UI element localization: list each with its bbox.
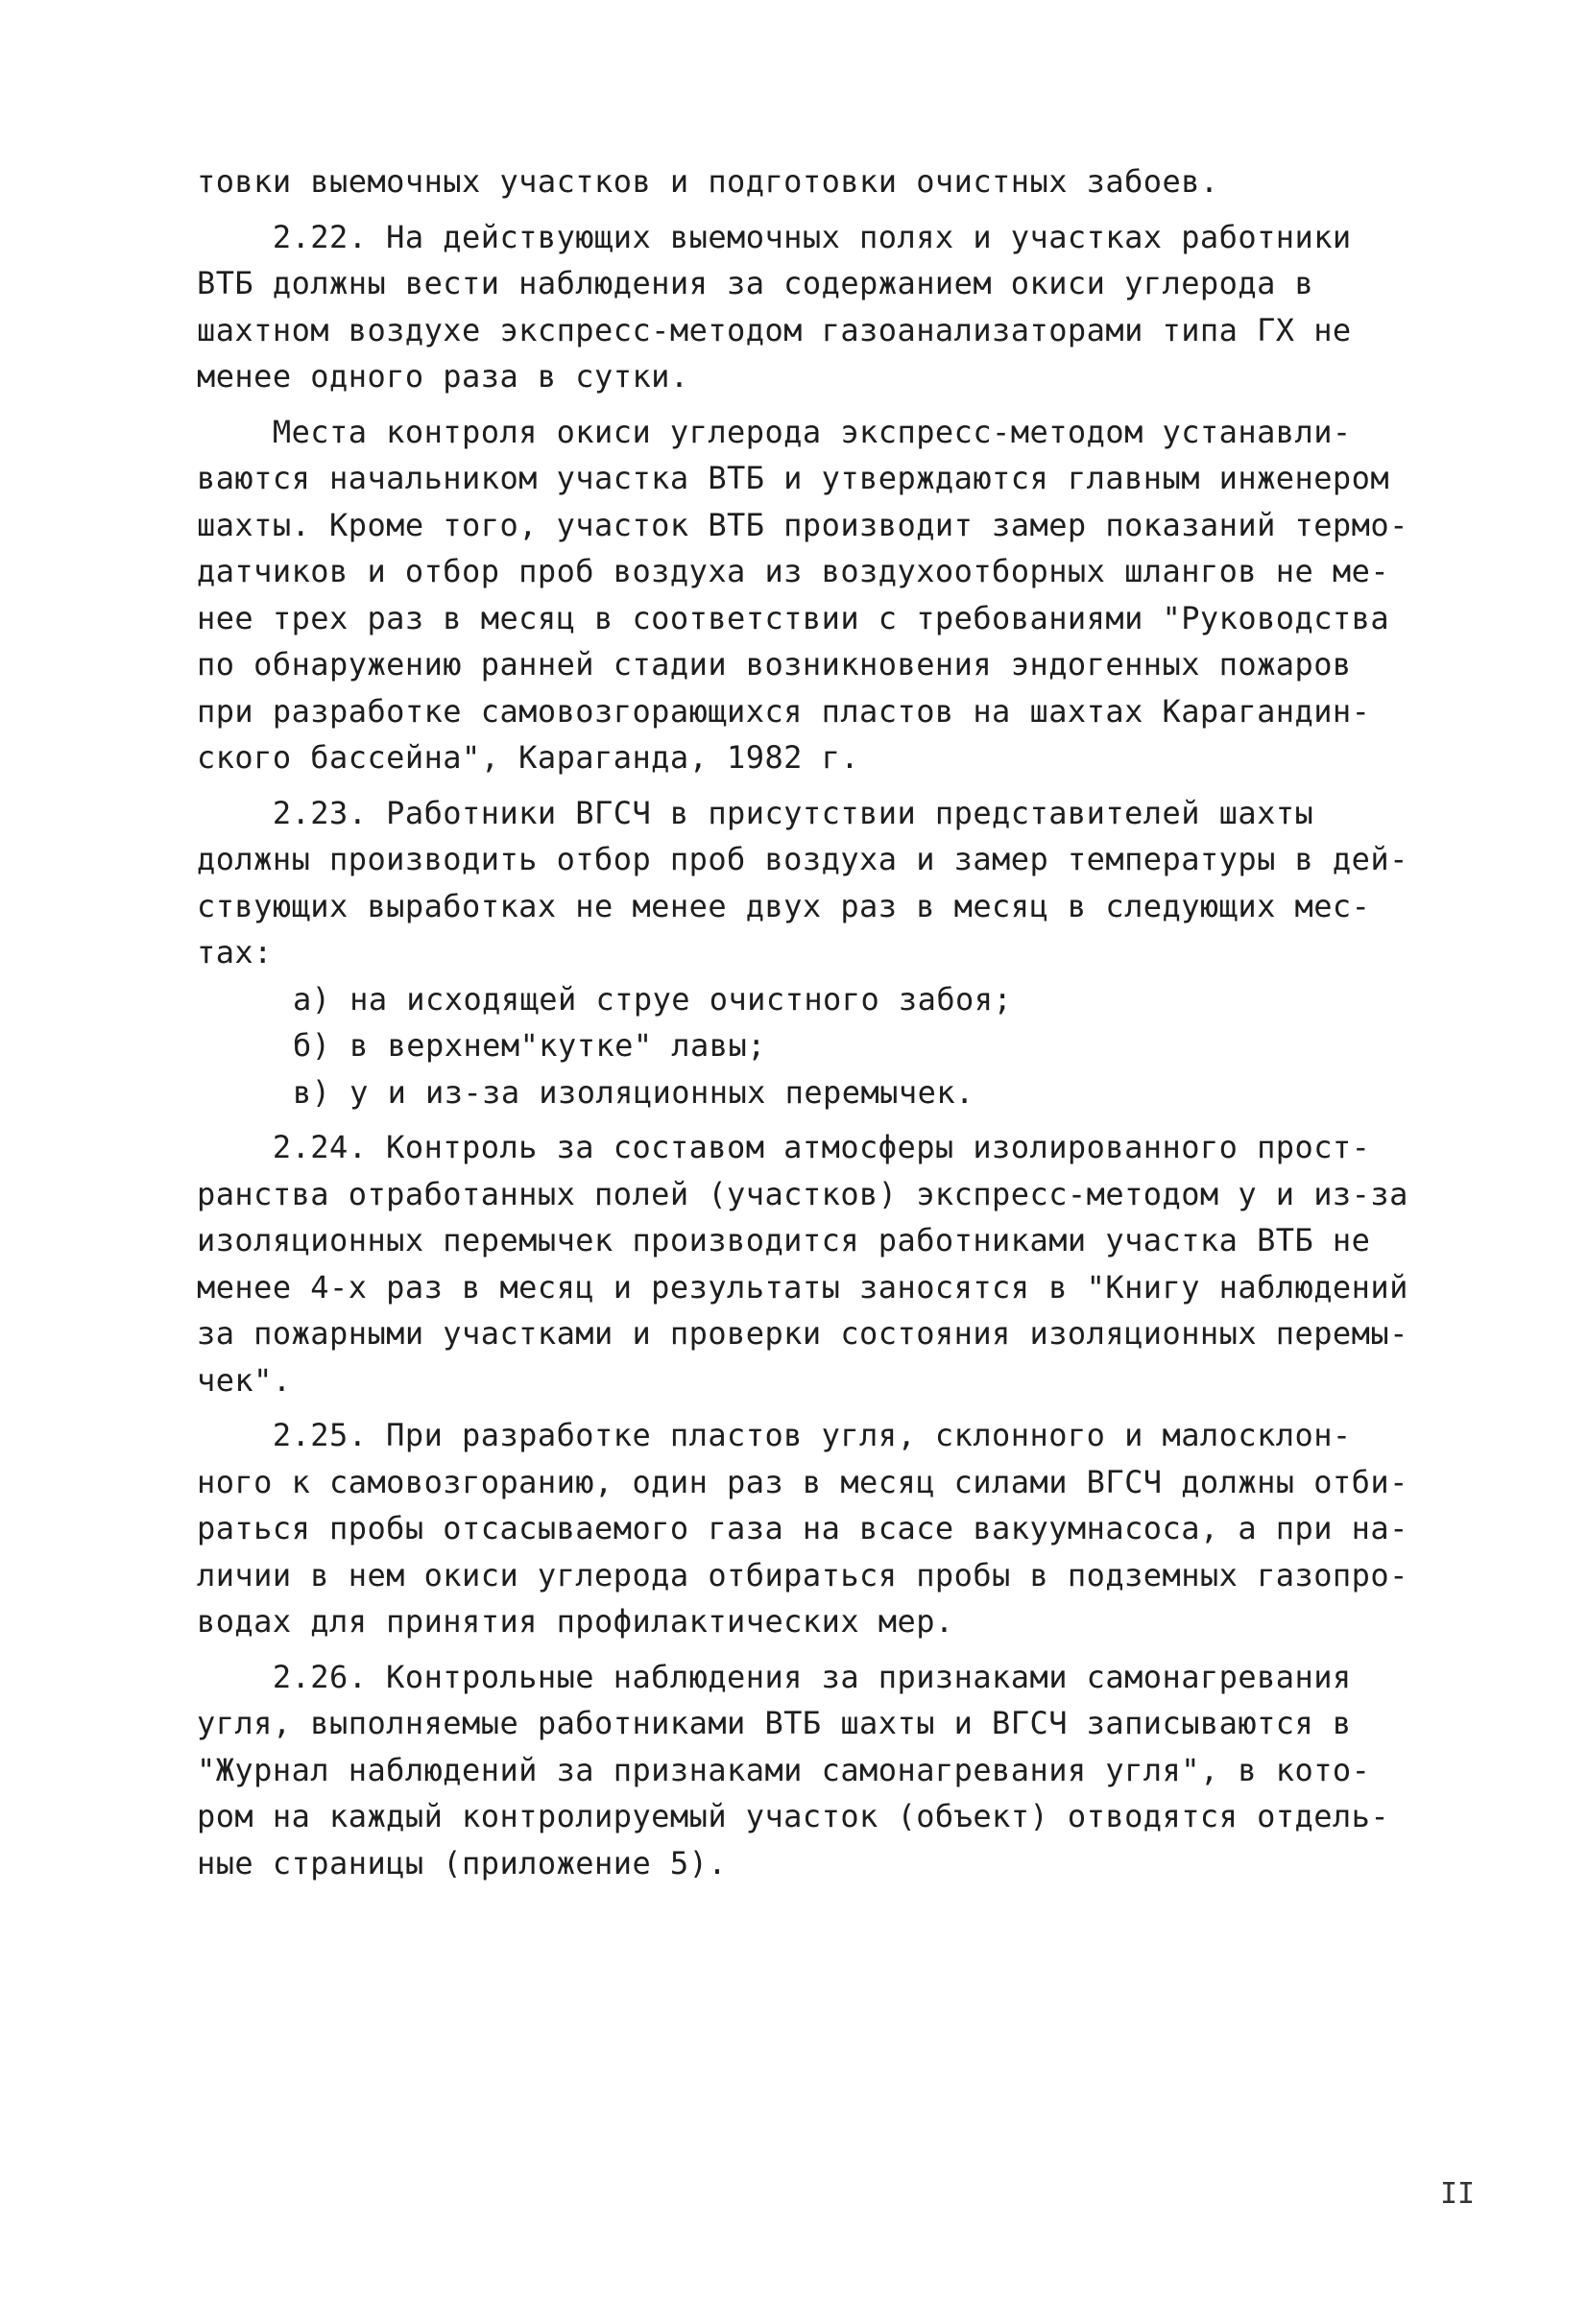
text-line: ваются начальником участка ВТБ и утверждаются главным инженером <box>197 460 1390 496</box>
text-line: тах: <box>197 934 273 970</box>
text-line: 2.24. Контроль за составом атмосферы изолированного прост- <box>197 1129 1371 1165</box>
page-number: II <box>1440 2177 1476 2211</box>
text-line: угля, выполняемые работниками ВТБ шахты и ВГСЧ записываются в <box>197 1705 1352 1741</box>
paragraph-intro <box>197 158 1445 205</box>
list-item: в) у и из-за изоляционных перемычек. <box>293 1073 974 1111</box>
text-line: личии в нем окиси углерода отбираться пробы в подземных газопро- <box>197 1556 1408 1593</box>
text-line: Места контроля окиси углерода экспресс-методом устанавли- <box>197 413 1352 450</box>
paragraph-2-24 <box>197 1124 1445 1403</box>
paragraph-2-22 <box>197 214 1445 400</box>
text-line: датчиков и отбор проб воздуха из воздухоотборных шлангов не ме- <box>197 553 1390 589</box>
text-line: чек". <box>197 1361 292 1399</box>
document-body <box>197 158 1445 1886</box>
text-line: товки выемочных участков и подготовки очистных забоев. <box>197 163 1219 200</box>
text-line: ранства отработанных полей (участков) экспресс-методом у и из-за <box>197 1175 1408 1212</box>
list-item: б) в верхнем"кутке" лавы; <box>293 1027 766 1064</box>
text-line: за пожарными участками и проверки состояния изоляционных перемы- <box>197 1315 1408 1352</box>
paragraph-2-25 <box>197 1412 1445 1645</box>
text-line: по обнаружению ранней стадии возникновения эндогенных пожаров <box>197 646 1352 683</box>
text-line: ные страницы (приложение 5). <box>197 1844 728 1881</box>
text-line: шахты. Кроме того, участок ВТБ производит замер показаний термо- <box>197 506 1408 543</box>
text-line: 2.23. Работники ВГСЧ в присутствии представителей шахты <box>197 794 1314 831</box>
text-line: нее трех раз в месяц в соответствии с требованиями "Руководства <box>197 599 1390 636</box>
paragraph-control-places <box>197 409 1445 781</box>
paragraph-2-23 <box>197 790 1445 1116</box>
text-line: 2.25. При разработке пластов угля, склонного и малосклон- <box>197 1417 1352 1453</box>
list-item: а) на исходящей струе очистного забоя; <box>293 980 1013 1018</box>
text-line: ствующих выработках не менее двух раз в месяц в следующих мес- <box>197 887 1371 924</box>
text-line: раться пробы отсасываемого газа на всасе вакуумнасоса, а при на- <box>197 1510 1408 1546</box>
text-line: шахтном воздухе экспресс-методом газоанализаторами типа ГХ не <box>197 311 1352 348</box>
text-line: менее одного раза в сутки. <box>197 358 689 395</box>
text-line: водах для принятия профилактических мер. <box>197 1603 954 1640</box>
text-line: должны производить отбор проб воздуха и замер температуры в дей- <box>197 841 1408 877</box>
text-line: ного к самовозгоранию, один раз в месяц силами ВГСЧ должны отби- <box>197 1463 1408 1500</box>
text-line: менее 4-х раз в месяц и результаты заносятся в "Книгу наблюдений <box>197 1268 1408 1306</box>
text-line: 2.22. На действующих выемочных полях и участках работники <box>197 218 1352 255</box>
text-line: ром на каждый контролируемый участок (объект) отводятся отдель- <box>197 1798 1390 1834</box>
text-line: 2.26. Контрольные наблюдения за признаками самонагревания <box>197 1658 1352 1695</box>
text-line: ВТБ должны вести наблюдения за содержанием окиси углерода в <box>197 265 1314 301</box>
paragraph-2-26 <box>197 1654 1445 1887</box>
text-line: "Журнал наблюдений за признаками самонагревания угля", в кото- <box>197 1751 1371 1788</box>
text-line: при разработке самовозгорающихся пластов на шахтах Карагандин- <box>197 692 1371 730</box>
text-line: изоляционных перемычек производится работниками участка ВТБ не <box>197 1222 1371 1258</box>
text-line: ского бассейна", Караганда, 1982 г. <box>197 739 860 776</box>
